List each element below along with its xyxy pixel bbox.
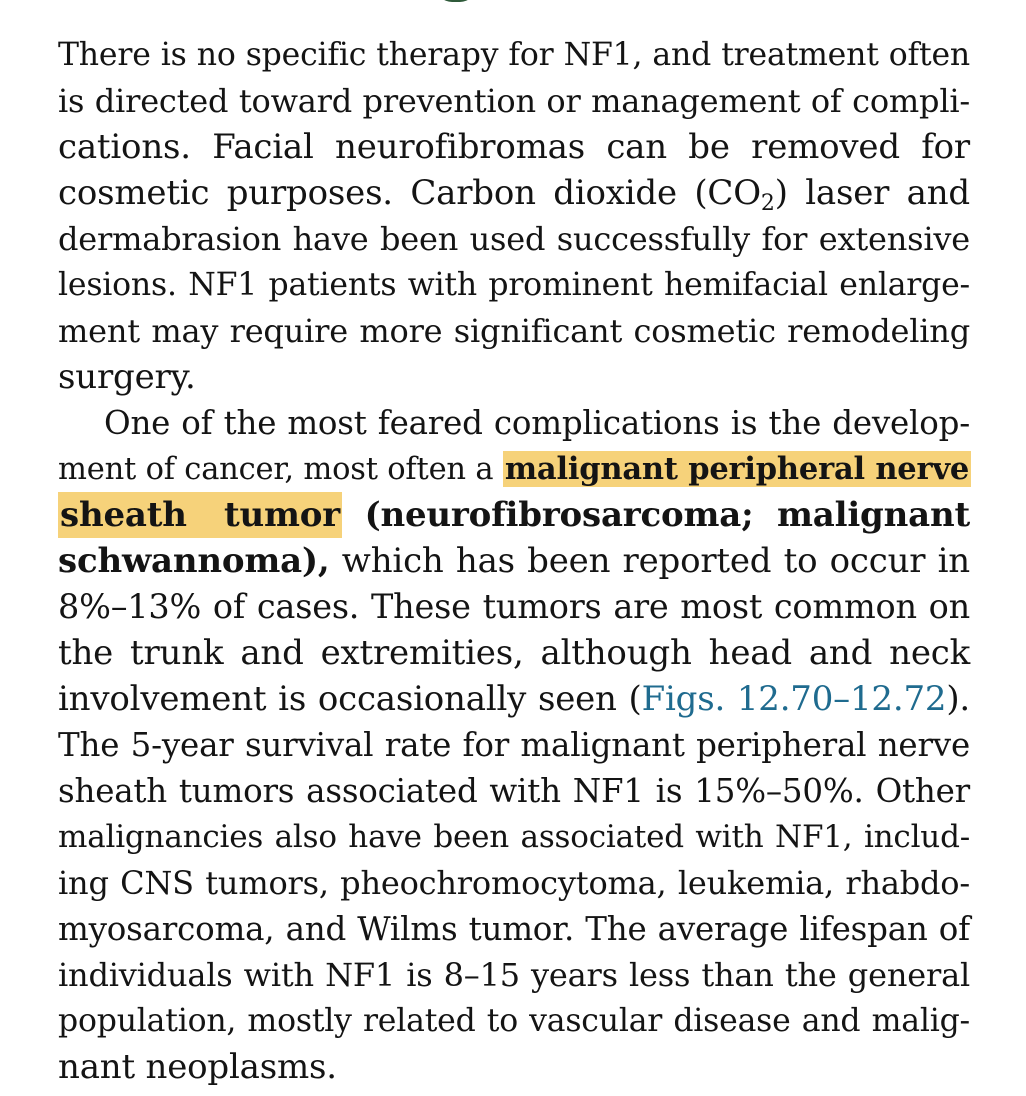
text-line (58, 492, 970, 538)
text-line (58, 538, 970, 584)
text-line: The 5-year survival rate for malignant peripheral nerve (58, 726, 970, 764)
text-fragment: ). (946, 679, 970, 719)
text-line: surgery. (58, 357, 196, 397)
text-fragment: which has been reported to occur in (329, 541, 970, 581)
highlighted-term: malignant peripheral nerve (504, 451, 970, 487)
text-line (58, 676, 970, 722)
text-fragment: cosmetic purposes. Carbon dioxide (CO (58, 173, 761, 213)
text-line: dermabrasion have been used successfully for extensive (58, 220, 970, 258)
text-line: sheath tumors associated with NF1 is 15%–50%. Other (58, 772, 970, 810)
text-line: nant neoplasms. (58, 1047, 337, 1087)
figure-reference-link[interactable]: Figs. 12.70–12.72 (641, 679, 947, 719)
bold-text: (neurofibrosarcoma; malignant (364, 495, 971, 535)
text-line: One of the most feared complications is the develop- (104, 404, 970, 442)
text-line: ment may require more significant cosmetic remodeling (58, 312, 970, 350)
text-line: individuals with NF1 is 8–15 years less than the general (58, 956, 970, 994)
text-line (58, 446, 970, 493)
text-line: ing CNS tumors, pheochromocytoma, leukemia, rhabdo- (58, 864, 970, 902)
text-fragment: involvement is occasionally seen ( (58, 679, 642, 719)
text-line: cations. Facial neurofibromas can be removed for (58, 127, 970, 167)
subscript: 2 (760, 191, 775, 216)
text-fragment: ment of cancer, most often a (58, 452, 503, 487)
bold-text: schwannoma), (58, 541, 330, 581)
text-fragment: ) laser and (774, 173, 970, 213)
text-line: lesions. NF1 patients with prominent hemifacial enlarge- (58, 267, 970, 303)
text-line: 8%–13% of cases. These tumors are most common on (58, 587, 970, 626)
text-line: is directed toward prevention or management of compli- (58, 82, 970, 120)
text-line: myosarcoma, and Wilms tumor. The average lifespan of (58, 910, 970, 948)
heading-fragment (0, 0, 1026, 2)
text-line (58, 170, 970, 216)
text-line: population, mostly related to vascular disease and malig- (58, 1003, 970, 1039)
text-line: There is no specific therapy for NF1, and treatment often (58, 37, 970, 73)
text-line: the trunk and extremities, although head and neck (58, 633, 970, 673)
highlighted-term: sheath tumor (58, 492, 342, 538)
text-line: malignancies also have been associated with NF1, includ- (58, 819, 970, 855)
